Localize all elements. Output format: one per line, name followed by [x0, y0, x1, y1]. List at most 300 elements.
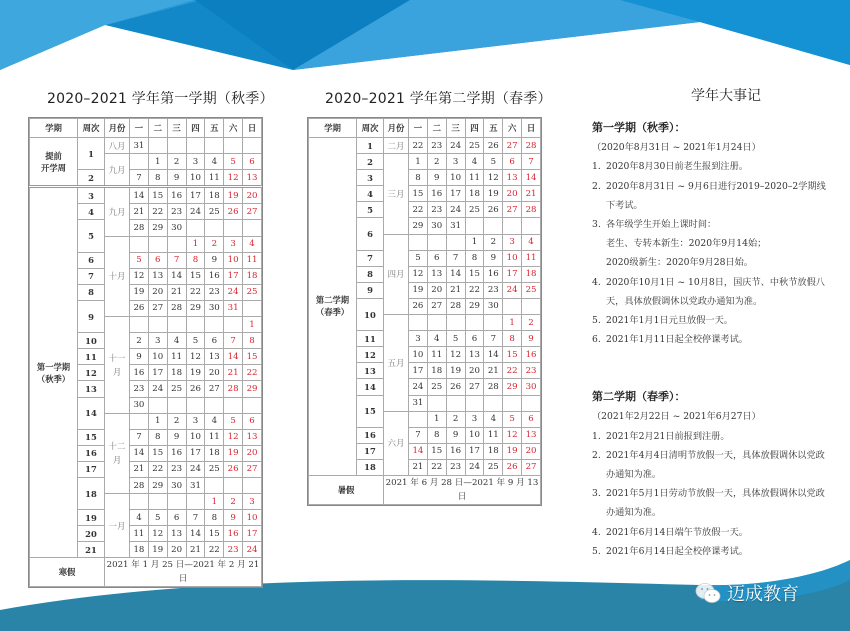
day-cell: 17 — [503, 266, 522, 282]
vacation-dates: 2021 年 1 月 25 日—2021 年 2 月 21 日 — [105, 558, 262, 587]
day-cell — [186, 317, 205, 333]
day-cell: 26 — [224, 204, 243, 220]
day-cell — [205, 477, 224, 493]
day-cell: 28 — [522, 138, 541, 154]
day-cell: 12 — [503, 427, 522, 443]
day-cell: 16 — [224, 526, 243, 542]
event-item — [592, 523, 832, 542]
event-text: 2020年10月1日 ~ 10月8日，国庆节、中秋节放假八天，具体放假调休以党政办通知为准。 — [606, 276, 825, 307]
week-number-cell: 8 — [78, 284, 105, 300]
week-number-cell: 1 — [357, 138, 384, 154]
day-cell: 10 — [465, 427, 484, 443]
day-cell: 7 — [186, 510, 205, 526]
event-text: 2020年8月30日前老生报到注册。 — [606, 161, 748, 173]
day-cell: 23 — [427, 138, 446, 154]
header-2: 月份 — [105, 119, 130, 138]
day-cell: 26 — [503, 459, 522, 475]
day-cell: 24 — [224, 284, 243, 300]
month-cell: 九月 — [105, 154, 130, 187]
day-cell: 31 — [409, 395, 428, 411]
day-cell: 26 — [224, 461, 243, 477]
day-cell: 12 — [446, 347, 465, 363]
day-cell — [446, 315, 465, 331]
day-cell: 26 — [484, 202, 503, 218]
header-5: 三 — [167, 119, 186, 138]
day-cell — [205, 138, 224, 154]
day-cell: 14 — [484, 347, 503, 363]
day-cell: 20 — [148, 284, 167, 300]
day-cell: 5 — [186, 333, 205, 349]
week-number-cell: 6 — [357, 218, 384, 250]
day-cell — [243, 300, 262, 316]
day-cell: 4 — [205, 413, 224, 429]
day-cell — [148, 397, 167, 413]
day-cell: 25 — [167, 381, 186, 397]
event-text: 2021年2月21日前报到注册。 — [606, 430, 730, 442]
header-7: 五 — [484, 119, 503, 138]
academic-events-panel — [592, 87, 832, 561]
day-cell: 31 — [224, 300, 243, 316]
day-cell — [243, 220, 262, 236]
week-number-cell: 4 — [78, 204, 105, 220]
day-cell: 7 — [446, 250, 465, 266]
day-cell: 19 — [148, 542, 167, 558]
header-6: 四 — [186, 119, 205, 138]
day-cell: 22 — [205, 542, 224, 558]
day-cell: 1 — [186, 236, 205, 252]
header-5: 三 — [446, 119, 465, 138]
day-cell: 26 — [409, 298, 428, 314]
day-cell: 24 — [503, 282, 522, 298]
week-number-cell: 5 — [357, 202, 384, 218]
day-cell: 1 — [409, 154, 428, 170]
day-cell: 5 — [484, 154, 503, 170]
calendar-row — [30, 138, 262, 154]
day-cell: 29 — [465, 298, 484, 314]
event-text: 2021年4月4日清明节放假一天，具体放假调休以党政办通知为准。 — [606, 449, 825, 481]
day-cell — [243, 138, 262, 154]
day-cell: 27 — [243, 204, 262, 220]
day-cell: 28 — [130, 220, 149, 236]
day-cell: 2 — [167, 154, 186, 170]
day-cell: 22 — [503, 363, 522, 379]
vacation-label: 暑假 — [309, 475, 384, 504]
day-cell: 22 — [148, 204, 167, 220]
day-cell: 20 — [167, 542, 186, 558]
wechat-icon — [695, 582, 721, 604]
day-cell — [409, 411, 428, 427]
day-cell: 3 — [409, 331, 428, 347]
day-cell — [186, 220, 205, 236]
week-number-cell: 12 — [357, 347, 384, 363]
week-number-cell: 18 — [78, 477, 105, 509]
day-cell: 21 — [522, 186, 541, 202]
day-cell: 27 — [205, 381, 224, 397]
day-cell: 7 — [409, 427, 428, 443]
day-cell — [243, 477, 262, 493]
day-cell: 22 — [243, 365, 262, 381]
day-cell: 15 — [409, 186, 428, 202]
week-number-cell: 11 — [78, 349, 105, 365]
day-cell: 8 — [409, 170, 428, 186]
day-cell: 9 — [224, 510, 243, 526]
day-cell: 27 — [243, 461, 262, 477]
day-cell: 25 — [465, 202, 484, 218]
month-cell: 三月 — [384, 154, 409, 234]
day-cell: 7 — [167, 252, 186, 268]
day-cell: 3 — [224, 236, 243, 252]
week-number-cell: 3 — [357, 170, 384, 186]
day-cell: 2 — [427, 154, 446, 170]
day-cell: 22 — [427, 459, 446, 475]
event-number: 2. — [592, 449, 601, 461]
day-cell: 13 — [167, 526, 186, 542]
day-cell: 31 — [130, 138, 149, 154]
day-cell: 28 — [167, 300, 186, 316]
day-cell: 7 — [224, 333, 243, 349]
day-cell: 12 — [484, 170, 503, 186]
day-cell: 6 — [503, 154, 522, 170]
day-cell: 12 — [130, 268, 149, 284]
week-number-cell: 5 — [78, 220, 105, 252]
week-number-cell: 14 — [357, 379, 384, 395]
day-cell: 10 — [148, 349, 167, 365]
week-number-cell: 17 — [78, 461, 105, 477]
event-text: 2021年1月11日起全校停课考试。 — [606, 334, 748, 346]
day-cell: 10 — [186, 429, 205, 445]
month-cell: 六月 — [384, 411, 409, 475]
vacation-label: 寒假 — [30, 558, 105, 587]
week-number-cell: 7 — [357, 250, 384, 266]
day-cell: 25 — [205, 461, 224, 477]
day-cell: 8 — [243, 333, 262, 349]
day-cell: 2 — [484, 234, 503, 250]
day-cell: 7 — [484, 331, 503, 347]
day-cell — [205, 397, 224, 413]
day-cell: 5 — [446, 331, 465, 347]
day-cell: 24 — [186, 204, 205, 220]
day-cell: 16 — [205, 268, 224, 284]
day-cell: 13 — [205, 349, 224, 365]
day-cell: 11 — [205, 170, 224, 187]
header-1: 周次 — [357, 119, 384, 138]
day-cell: 22 — [409, 138, 428, 154]
event-number: 6. — [592, 334, 601, 346]
day-cell: 2 — [130, 333, 149, 349]
term1-events-list — [592, 157, 832, 349]
event-item — [592, 446, 832, 484]
week-number-cell: 13 — [78, 381, 105, 397]
day-cell — [130, 236, 149, 252]
day-cell: 1 — [205, 494, 224, 510]
day-cell: 4 — [205, 154, 224, 170]
day-cell: 14 — [446, 266, 465, 282]
event-item — [592, 311, 832, 330]
day-cell: 8 — [148, 170, 167, 187]
day-cell — [427, 395, 446, 411]
day-cell: 1 — [503, 315, 522, 331]
day-cell — [224, 317, 243, 333]
day-cell: 14 — [130, 445, 149, 461]
day-cell: 21 — [186, 542, 205, 558]
week-number-cell: 4 — [357, 186, 384, 202]
term2-date-range: （2021年2月22日 ~ 2021年6月27日） — [592, 411, 761, 423]
header-1: 周次 — [78, 119, 105, 138]
day-cell: 9 — [522, 331, 541, 347]
day-cell — [224, 138, 243, 154]
day-cell: 27 — [503, 138, 522, 154]
day-cell: 11 — [243, 252, 262, 268]
day-cell — [243, 397, 262, 413]
day-cell: 9 — [484, 250, 503, 266]
calendar-row — [30, 187, 262, 204]
day-cell: 24 — [186, 461, 205, 477]
week-number-cell: 13 — [357, 363, 384, 379]
day-cell: 26 — [130, 300, 149, 316]
header-3: 一 — [409, 119, 428, 138]
day-cell: 5 — [224, 413, 243, 429]
day-cell: 12 — [224, 429, 243, 445]
day-cell: 26 — [484, 138, 503, 154]
day-cell: 28 — [484, 379, 503, 395]
day-cell: 10 — [446, 170, 465, 186]
vacation-dates: 2021 年 6 月 28 日—2021 年 9 月 13 日 — [384, 475, 541, 504]
month-cell: 十二月 — [105, 413, 130, 493]
day-cell: 4 — [243, 236, 262, 252]
day-cell: 16 — [446, 443, 465, 459]
day-cell: 17 — [409, 363, 428, 379]
month-cell: 一月 — [105, 494, 130, 558]
day-cell: 24 — [243, 542, 262, 558]
week-number-cell: 9 — [357, 282, 384, 298]
day-cell — [205, 317, 224, 333]
day-cell — [148, 494, 167, 510]
day-cell — [409, 315, 428, 331]
day-cell: 21 — [224, 365, 243, 381]
day-cell: 6 — [465, 331, 484, 347]
top-banner — [0, 0, 850, 75]
day-cell — [427, 234, 446, 250]
day-cell: 23 — [427, 202, 446, 218]
day-cell: 8 — [465, 250, 484, 266]
day-cell: 3 — [243, 494, 262, 510]
day-cell — [167, 317, 186, 333]
day-cell: 20 — [465, 363, 484, 379]
event-number: 2. — [592, 180, 601, 192]
day-cell — [130, 413, 149, 429]
day-cell — [130, 317, 149, 333]
day-cell: 25 — [205, 204, 224, 220]
week-number-cell: 16 — [78, 445, 105, 461]
day-cell — [503, 395, 522, 411]
month-cell: 五月 — [384, 315, 409, 412]
header-8: 六 — [503, 119, 522, 138]
header-7: 五 — [205, 119, 224, 138]
day-cell: 17 — [186, 445, 205, 461]
day-cell: 2 — [167, 413, 186, 429]
day-cell: 11 — [130, 526, 149, 542]
day-cell: 3 — [148, 333, 167, 349]
day-cell: 25 — [243, 284, 262, 300]
week-number-cell: 12 — [78, 365, 105, 381]
day-cell: 14 — [224, 349, 243, 365]
day-cell: 27 — [465, 379, 484, 395]
day-cell: 17 — [465, 443, 484, 459]
day-cell: 6 — [148, 252, 167, 268]
day-cell: 10 — [503, 250, 522, 266]
day-cell: 13 — [148, 268, 167, 284]
day-cell: 29 — [243, 381, 262, 397]
day-cell: 5 — [409, 250, 428, 266]
day-cell: 24 — [446, 202, 465, 218]
week-number-cell: 2 — [357, 154, 384, 170]
day-cell — [167, 236, 186, 252]
term-label-cell: 第二学期 （春季） — [309, 138, 357, 476]
header-2: 月份 — [384, 119, 409, 138]
day-cell: 4 — [465, 154, 484, 170]
day-cell — [522, 395, 541, 411]
day-cell: 18 — [205, 187, 224, 204]
term2-title: 2020–2021 学年第二学期（春季） — [325, 91, 552, 107]
week-number-cell: 20 — [78, 526, 105, 542]
day-cell: 9 — [205, 252, 224, 268]
day-cell: 13 — [243, 429, 262, 445]
day-cell: 22 — [148, 461, 167, 477]
day-cell: 14 — [522, 170, 541, 186]
event-item — [592, 427, 832, 446]
day-cell: 5 — [503, 411, 522, 427]
day-cell: 19 — [446, 363, 465, 379]
day-cell — [167, 494, 186, 510]
day-cell: 1 — [148, 413, 167, 429]
day-cell: 17 — [186, 187, 205, 204]
day-cell: 3 — [465, 411, 484, 427]
event-number: 1. — [592, 430, 601, 442]
day-cell: 11 — [484, 427, 503, 443]
day-cell: 15 — [427, 443, 446, 459]
day-cell: 19 — [484, 186, 503, 202]
vacation-row — [309, 475, 541, 504]
month-cell: 十一月 — [105, 317, 130, 414]
week-number-cell: 6 — [78, 252, 105, 268]
day-cell: 13 — [427, 266, 446, 282]
day-cell: 16 — [167, 187, 186, 204]
header-6: 四 — [465, 119, 484, 138]
day-cell — [465, 315, 484, 331]
week-number-cell: 17 — [357, 443, 384, 459]
day-cell: 16 — [130, 365, 149, 381]
event-item — [592, 273, 832, 311]
event-text: 2021年5月1日劳动节放假一天，具体放假调休以党政办通知为准。 — [606, 488, 825, 519]
day-cell: 18 — [484, 443, 503, 459]
day-cell: 18 — [427, 363, 446, 379]
day-cell — [409, 234, 428, 250]
day-cell: 21 — [484, 363, 503, 379]
day-cell — [224, 220, 243, 236]
week-number-cell: 15 — [78, 429, 105, 445]
day-cell: 20 — [522, 443, 541, 459]
day-cell: 24 — [148, 381, 167, 397]
day-cell: 21 — [446, 282, 465, 298]
day-cell: 25 — [465, 138, 484, 154]
day-cell: 24 — [409, 379, 428, 395]
day-cell: 20 — [427, 282, 446, 298]
day-cell: 10 — [243, 510, 262, 526]
day-cell: 20 — [243, 445, 262, 461]
day-cell — [186, 397, 205, 413]
day-cell: 4 — [427, 331, 446, 347]
day-cell: 27 — [148, 300, 167, 316]
day-cell: 23 — [484, 282, 503, 298]
event-text: 2021年1月1日元旦放假一天。 — [606, 315, 733, 327]
term2-calendar-table — [307, 117, 542, 506]
day-cell: 25 — [484, 459, 503, 475]
day-cell: 21 — [167, 284, 186, 300]
event-number: 5. — [592, 545, 601, 557]
day-cell: 15 — [148, 187, 167, 204]
vacation-row — [30, 558, 262, 587]
day-cell: 1 — [243, 317, 262, 333]
day-cell: 5 — [148, 510, 167, 526]
day-cell — [484, 315, 503, 331]
day-cell: 13 — [503, 170, 522, 186]
day-cell — [186, 494, 205, 510]
day-cell — [522, 218, 541, 234]
term1-calendar-table — [28, 117, 263, 588]
day-cell: 21 — [409, 459, 428, 475]
week-number-cell: 16 — [357, 427, 384, 443]
day-cell: 22 — [186, 284, 205, 300]
day-cell — [484, 218, 503, 234]
day-cell: 30 — [130, 397, 149, 413]
day-cell: 9 — [130, 349, 149, 365]
event-number: 3. — [592, 488, 601, 500]
day-cell: 19 — [503, 443, 522, 459]
day-cell: 17 — [446, 186, 465, 202]
term2-events-list — [592, 427, 832, 561]
day-cell: 6 — [522, 411, 541, 427]
day-cell: 19 — [224, 187, 243, 204]
day-cell: 29 — [503, 379, 522, 395]
day-cell: 29 — [148, 477, 167, 493]
day-cell: 8 — [148, 429, 167, 445]
event-number: 5. — [592, 315, 601, 327]
day-cell: 18 — [167, 365, 186, 381]
day-cell: 6 — [243, 154, 262, 170]
day-cell: 10 — [409, 347, 428, 363]
day-cell: 2 — [522, 315, 541, 331]
day-cell: 11 — [465, 170, 484, 186]
day-cell: 1 — [427, 411, 446, 427]
week-number-cell: 11 — [357, 331, 384, 347]
day-cell: 28 — [224, 381, 243, 397]
day-cell: 31 — [446, 218, 465, 234]
day-cell: 24 — [465, 459, 484, 475]
term2-events-heading: 第二学期（春季）： — [592, 390, 686, 404]
day-cell: 21 — [130, 461, 149, 477]
day-cell: 16 — [484, 266, 503, 282]
day-cell: 8 — [427, 427, 446, 443]
event-item — [592, 542, 832, 561]
term1-events-heading: 第一学期（秋季）： — [592, 121, 686, 135]
day-cell: 6 — [427, 250, 446, 266]
day-cell: 4 — [522, 234, 541, 250]
day-cell: 22 — [465, 282, 484, 298]
day-cell: 18 — [205, 445, 224, 461]
day-cell: 16 — [522, 347, 541, 363]
calendar-row — [309, 138, 541, 154]
brand-watermark — [695, 580, 799, 606]
